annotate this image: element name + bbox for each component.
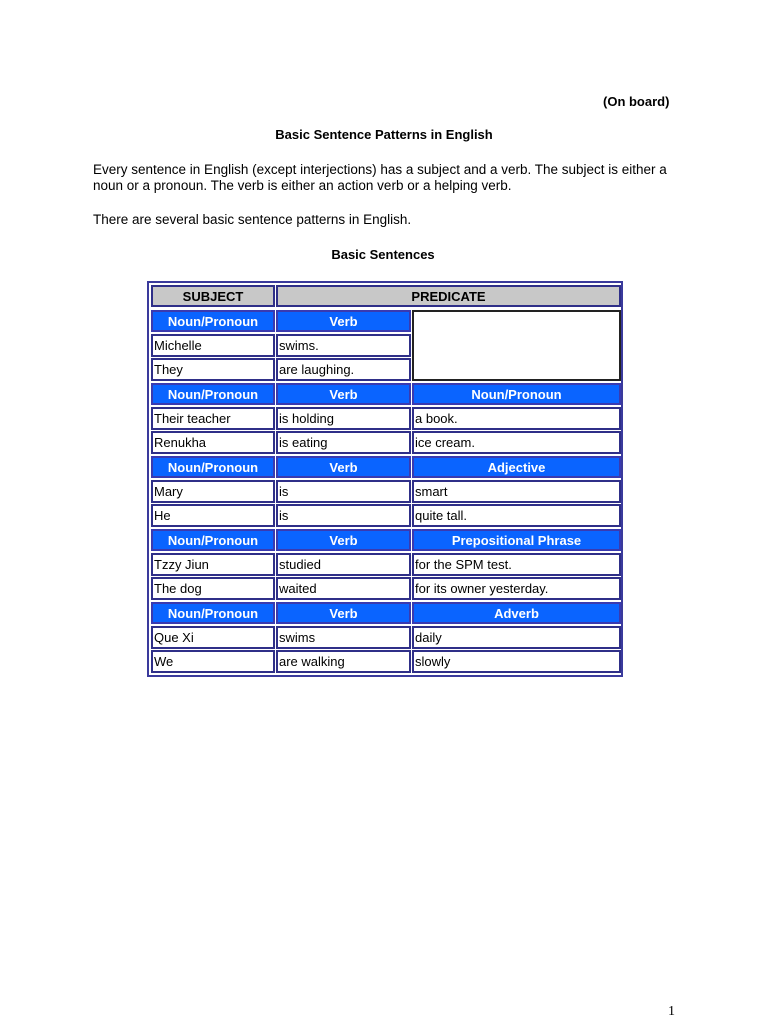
group-label-subject: Noun/Pronoun — [151, 383, 275, 405]
table-cell: for its owner yesterday. — [412, 577, 621, 600]
document-title: Basic Sentence Patterns in English — [275, 127, 493, 142]
table-cell: are walking — [276, 650, 411, 673]
table-cell: daily — [412, 626, 621, 649]
table-cell: The dog — [151, 577, 275, 600]
group-label-complement: Adverb — [412, 602, 621, 624]
group-label-verb: Verb — [276, 310, 411, 332]
table-cell: slowly — [412, 650, 621, 673]
patterns-paragraph: There are several basic sentence patterns in English. — [93, 212, 412, 227]
table-cell: Tzzy Jiun — [151, 553, 275, 576]
table-cell: ice cream. — [412, 431, 621, 454]
group-label-subject: Noun/Pronoun — [151, 529, 275, 551]
group-label-complement: Adjective — [412, 456, 621, 478]
group-label-subject: Noun/Pronoun — [151, 602, 275, 624]
table-cell: Renukha — [151, 431, 275, 454]
predicate-header: PREDICATE — [276, 285, 621, 307]
group-label-verb: Verb — [276, 602, 411, 624]
table-cell: He — [151, 504, 275, 527]
table-cell: waited — [276, 577, 411, 600]
group-label-subject: Noun/Pronoun — [151, 310, 275, 332]
table-cell: Their teacher — [151, 407, 275, 430]
table-cell: quite tall. — [412, 504, 621, 527]
table-cell: are laughing. — [276, 358, 411, 381]
table-cell: is holding — [276, 407, 411, 430]
table-cell: studied — [276, 553, 411, 576]
table-cell: for the SPM test. — [412, 553, 621, 576]
on-board-note: (On board) — [603, 94, 670, 109]
table-cell: Que Xi — [151, 626, 275, 649]
table-caption — [0, 247, 768, 262]
table-cell: swims — [276, 626, 411, 649]
table-cell: is — [276, 480, 411, 503]
table-cell: We — [151, 650, 275, 673]
group-label-complement: Prepositional Phrase — [412, 529, 621, 551]
table-cell: Mary — [151, 480, 275, 503]
table-cell: They — [151, 358, 275, 381]
table-cell: Michelle — [151, 334, 275, 357]
subject-header: SUBJECT — [151, 285, 275, 307]
page-number: 1 — [668, 1004, 675, 1019]
group-label-complement: Noun/Pronoun — [412, 383, 621, 405]
table-cell: is eating — [276, 431, 411, 454]
group-label-subject: Noun/Pronoun — [151, 456, 275, 478]
group-label-verb: Verb — [276, 456, 411, 478]
table-cell: is — [276, 504, 411, 527]
intro-paragraph: Every sentence in English (except interjections) has a subject and a verb. The subject is either a noun or a pronoun. The verb is either an action verb or a helping verb. — [93, 162, 667, 193]
group-label-verb: Verb — [276, 529, 411, 551]
empty-predicate-cell — [412, 310, 621, 381]
table-cell: smart — [412, 480, 621, 503]
table-cell: swims. — [276, 334, 411, 357]
group-label-verb: Verb — [276, 383, 411, 405]
sentence-patterns-table — [147, 281, 623, 677]
table-cell: a book. — [412, 407, 621, 430]
table-caption-text: Basic Sentences — [331, 247, 435, 262]
